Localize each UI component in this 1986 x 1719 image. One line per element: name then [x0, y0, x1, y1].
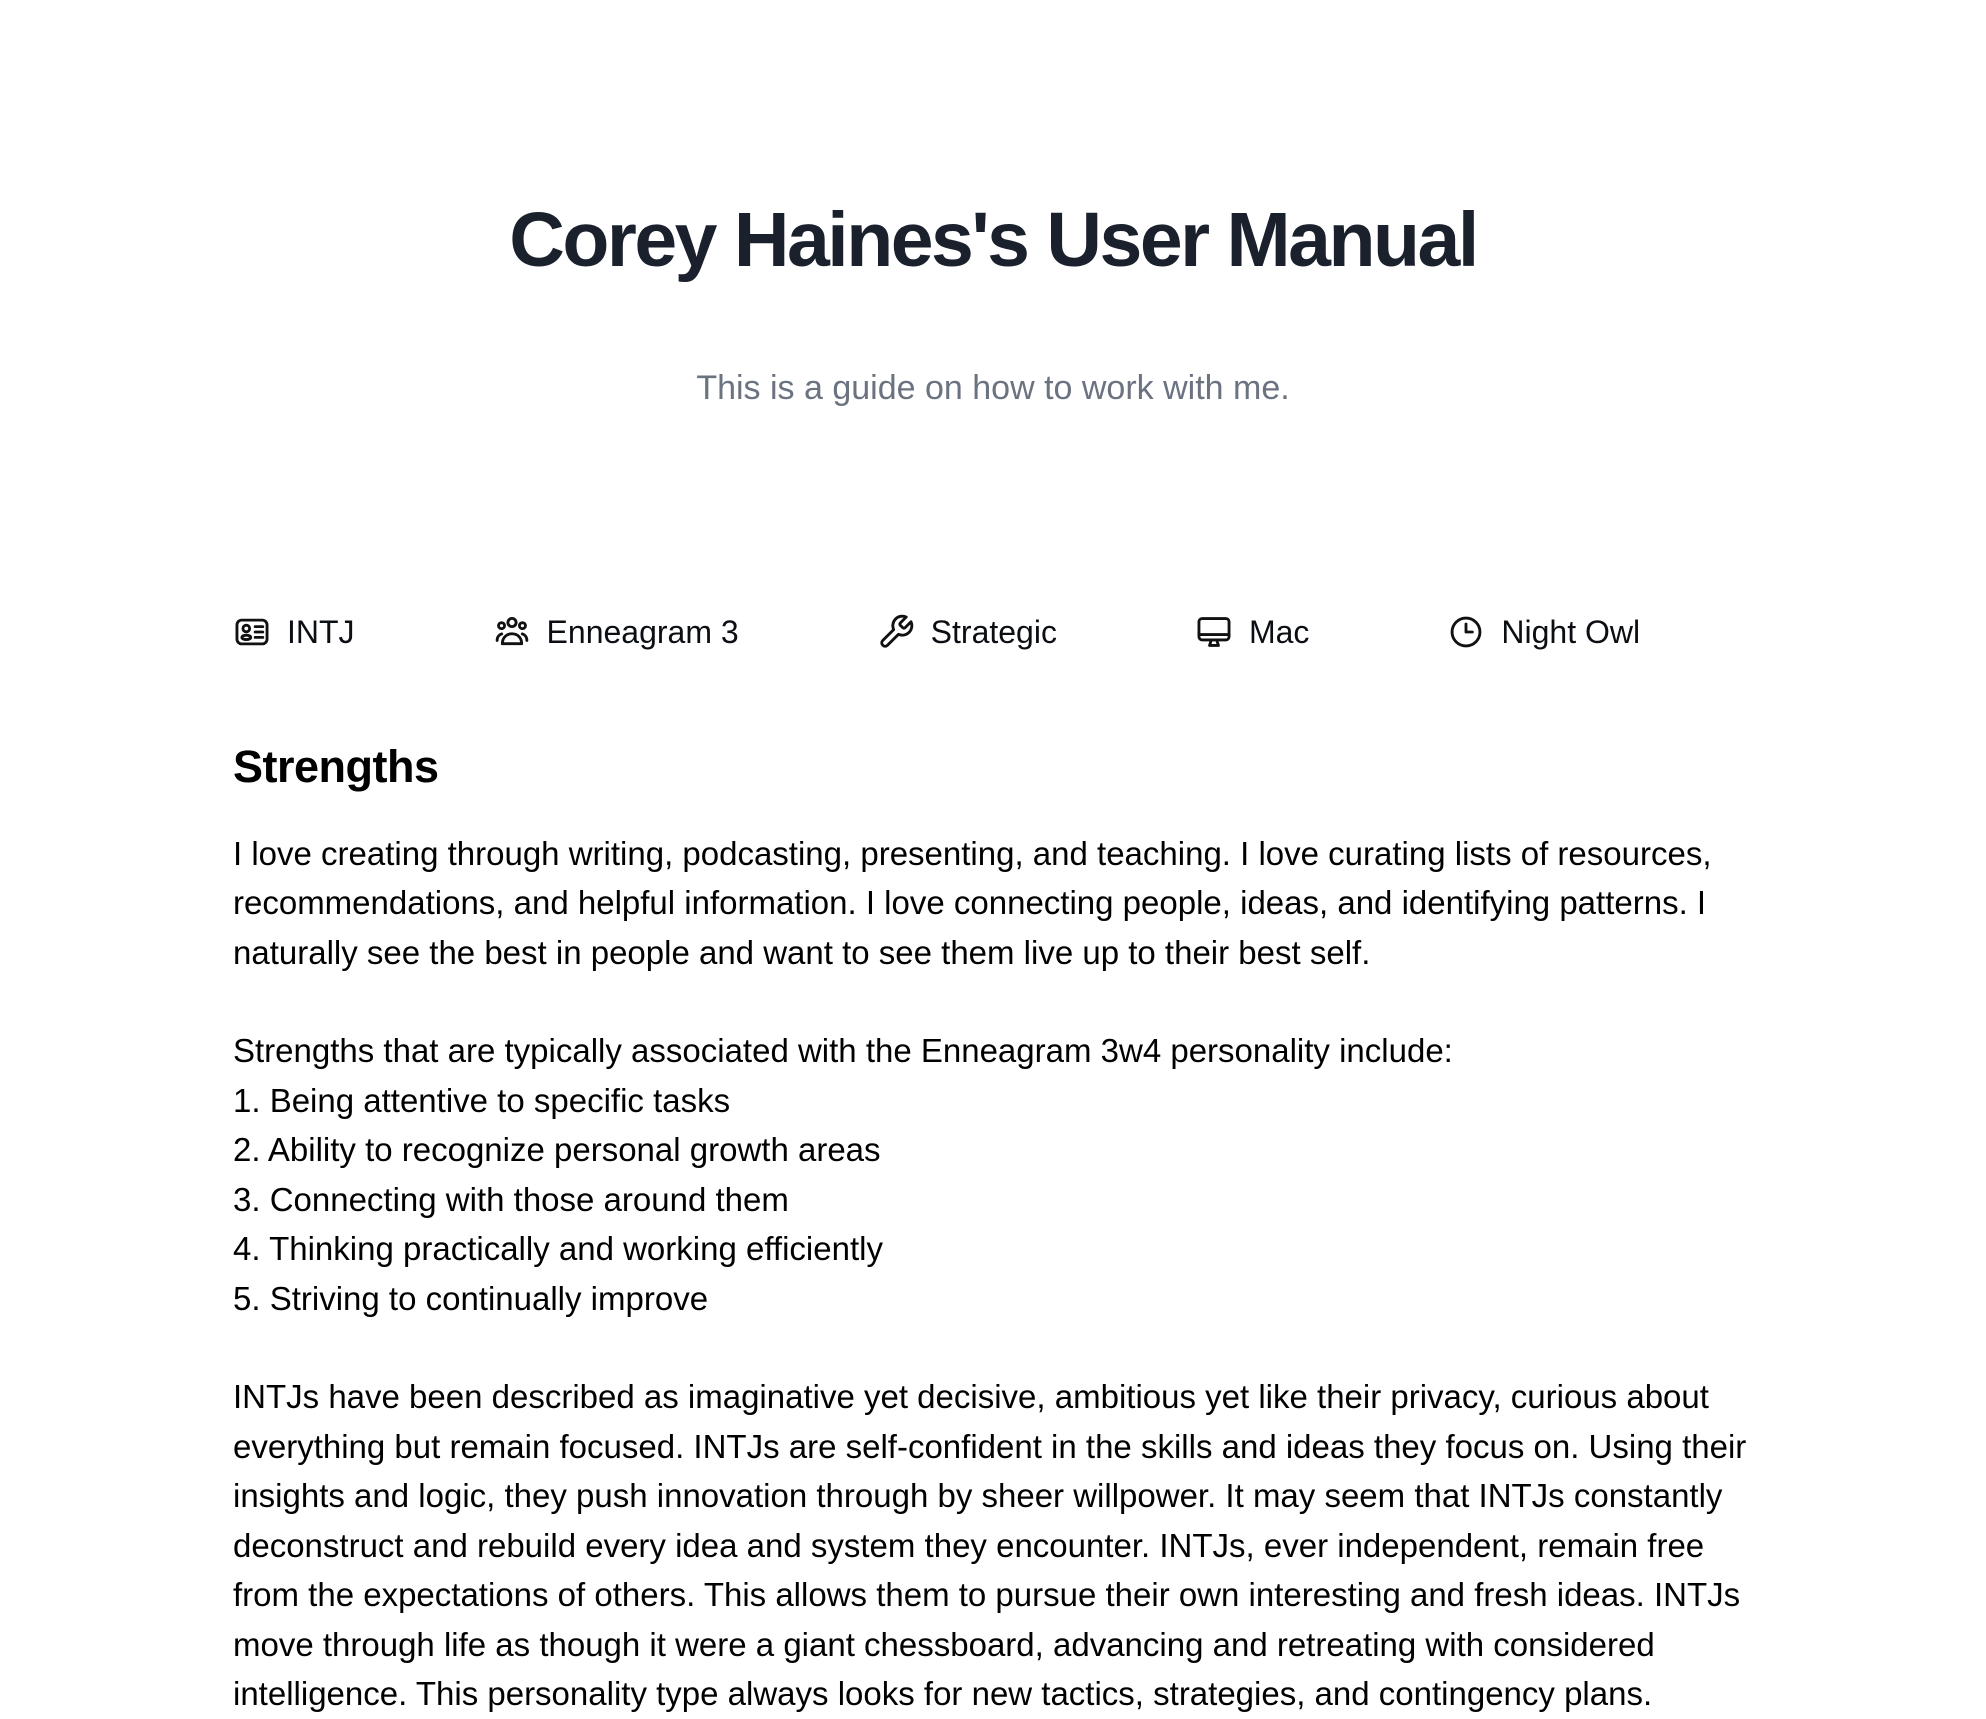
list-item: 1. Being attentive to specific tasks: [233, 1081, 731, 1119]
page-subtitle: This is a guide on how to work with me.: [696, 368, 1290, 407]
badge-label: Night Owl: [1501, 613, 1641, 650]
list-item: 2. Ability to recognize personal growth areas: [233, 1131, 881, 1169]
section-heading-strengths: Strengths: [233, 740, 439, 792]
badge-night-owl: [1447, 608, 1640, 656]
clock-icon: [1447, 613, 1485, 651]
badge-intj: [233, 608, 355, 656]
group-icon: [493, 613, 531, 651]
badge-enneagram: [493, 608, 739, 656]
badge-label: Strategic: [930, 613, 1057, 650]
strengths-paragraph-2: INTJs have been described as imaginative yet decisive, ambitious yet like their privacy, curious about everything but remain focused. INTJs are self-confident in the skills and ideas they focus on. Using their insights and logic, they push innovation through by sheer willpower. It may seem that INTJs constantly deconstruct and rebuild every idea and system they encounter. INTJs, ever independent, remain free from the expectations of others. This allows them to pursue their own interesting and fresh ideas. INTJs move through life as though it were a giant chessboard, advancing and retreating with considered intelligence. This personality type always looks for new tactics, strategies, and contingency plans.: [233, 1378, 1747, 1713]
list-item: 4. Thinking practically and working efficiently: [233, 1230, 883, 1268]
strengths-list-block: [233, 1026, 1753, 1323]
wrench-icon: [877, 613, 915, 651]
badge-label: Enneagram 3: [546, 613, 739, 650]
monitor-icon: [1195, 613, 1233, 651]
list-intro: Strengths that are typically associated with the Enneagram 3w4 personality include:: [233, 1032, 1453, 1070]
document-page: [233, 0, 1753, 1719]
id-card-icon: [233, 613, 271, 651]
list-item: 3. Connecting with those around them: [233, 1180, 789, 1218]
badge-label: Mac: [1248, 613, 1310, 650]
badge-mac: [1195, 608, 1309, 656]
badge-strategic: [877, 608, 1057, 656]
traits-row: [233, 608, 1753, 656]
page-title: Corey Haines's User Manual: [509, 197, 1477, 283]
badge-label: INTJ: [287, 613, 355, 650]
list-item: 5. Striving to continually improve: [233, 1279, 709, 1317]
strengths-paragraph-1: I love creating through writing, podcasting, presenting, and teaching. I love curating lists of resources, recommendations, and helpful information. I love connecting people, ideas, and identifying patterns. I naturally see the best in people and want to see them live up to their best self.: [233, 834, 1712, 971]
